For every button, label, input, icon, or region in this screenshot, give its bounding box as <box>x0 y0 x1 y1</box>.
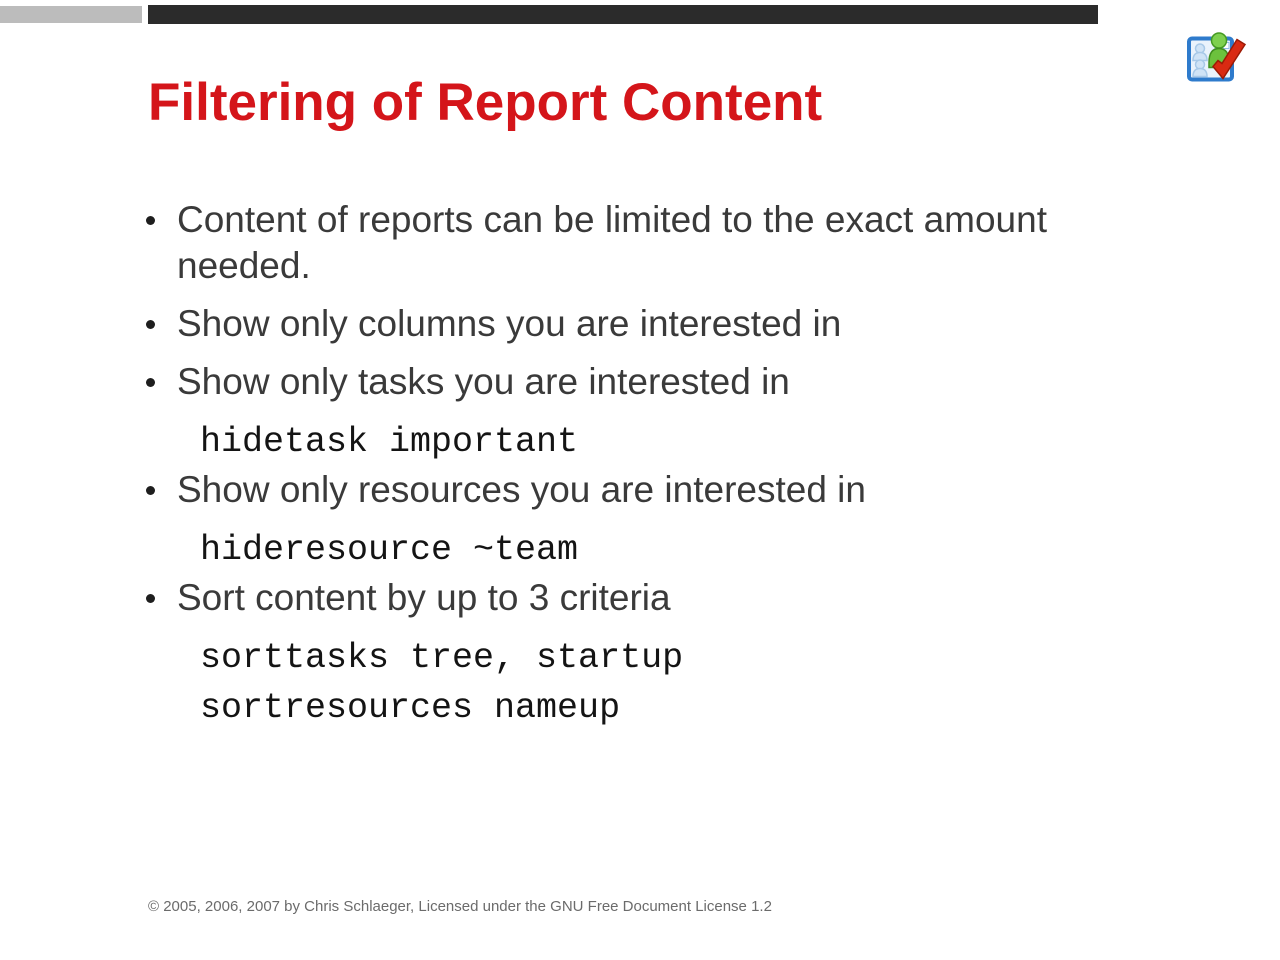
bullet-dot <box>146 594 155 603</box>
bullet-text: Show only tasks you are interested in <box>177 361 790 402</box>
code-line: sorttasks tree, startup <box>200 638 684 678</box>
header-gray-bar <box>0 6 142 23</box>
bullet-item <box>143 467 1153 513</box>
bullet-dot <box>146 216 155 225</box>
bullet-text: Sort content by up to 3 criteria <box>177 577 671 618</box>
code-line: sortresources nameup <box>200 688 621 728</box>
header-dark-bar <box>148 5 1098 24</box>
slide-title: Filtering of Report Content <box>148 73 823 132</box>
bullet-item <box>143 575 1153 621</box>
bullet-item <box>143 197 1153 289</box>
code-line: hideresource ~team <box>200 530 579 570</box>
bullet-dot <box>146 378 155 387</box>
bullet-dot <box>146 486 155 495</box>
bullet-dot <box>146 320 155 329</box>
bullet-item <box>143 359 1153 405</box>
code-line: hidetask important <box>200 422 579 462</box>
bullet-list <box>143 197 1153 733</box>
bullet-text: Show only columns you are interested in <box>177 303 842 344</box>
resource-list-check-icon <box>1186 29 1248 84</box>
copyright-footer: © 2005, 2006, 2007 by Chris Schlaeger, Licensed under the GNU Free Document License 1.2 <box>148 898 772 915</box>
bullet-item <box>143 301 1153 347</box>
bullet-text: Show only resources you are interested in <box>177 469 866 510</box>
bullet-text: Content of reports can be limited to the exact amount needed. <box>177 199 1047 286</box>
